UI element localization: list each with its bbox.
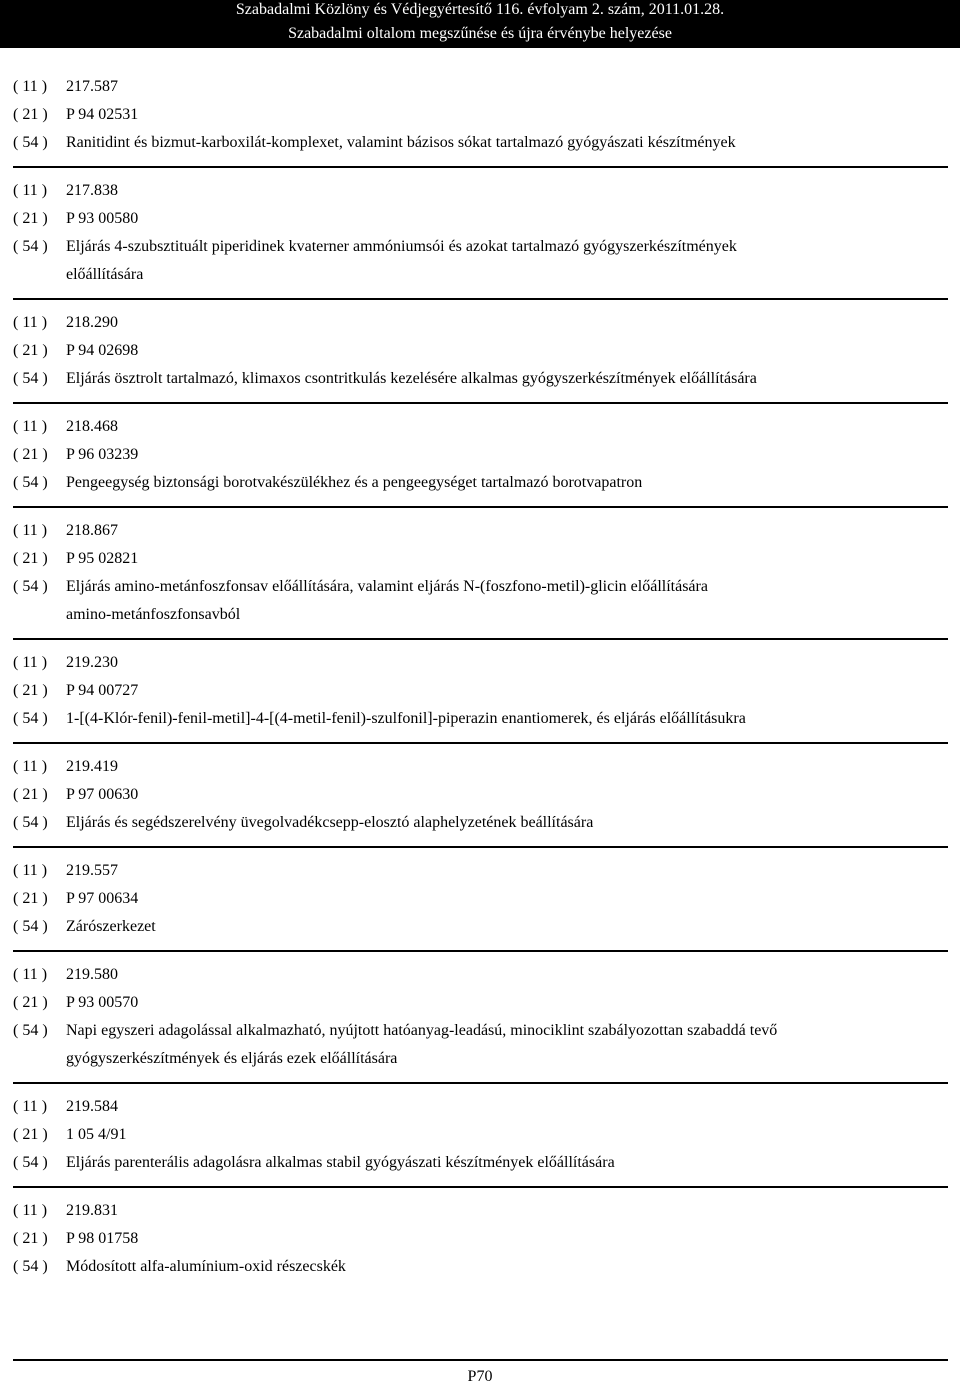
patent-number-value: 217.587 (66, 78, 118, 95)
title-code: ( 54 ) (13, 134, 48, 151)
patent-entry (13, 961, 948, 1084)
title-code: ( 54 ) (13, 238, 48, 255)
application-number-value: P 97 00634 (66, 890, 139, 907)
title-code: ( 54 ) (13, 578, 48, 595)
title-row (13, 573, 948, 629)
patent-number-value: 219.580 (66, 966, 118, 983)
entry-divider (13, 742, 948, 744)
application-number-code: ( 21 ) (13, 106, 48, 123)
application-number-row (13, 545, 948, 573)
title-line: Eljárás ösztrolt tartalmazó, klimaxos csontritkulás kezelésére alkalmas gyógyszerkészítmények előállítására (66, 370, 757, 387)
patent-number-row (13, 177, 948, 205)
title-code: ( 54 ) (13, 370, 48, 387)
application-number-code: ( 21 ) (13, 994, 48, 1011)
patent-entry (13, 753, 948, 848)
patent-number-row (13, 517, 948, 545)
page-header (0, 0, 960, 48)
title-row (13, 913, 948, 941)
patent-entry (13, 649, 948, 744)
patent-number-value: 219.831 (66, 1202, 118, 1219)
title-line: gyógyszerkészítmények és eljárás ezek előállítására (66, 1050, 398, 1067)
patent-entry (13, 1197, 948, 1281)
title-value (66, 1253, 948, 1281)
application-number-row (13, 441, 948, 469)
patent-number-row (13, 1197, 948, 1225)
section-title: Szabadalmi oltalom megszűnése és újra érvénybe helyezése (288, 25, 672, 42)
application-number-value: P 94 02531 (66, 106, 139, 123)
title-row (13, 1253, 948, 1281)
application-number-code: ( 21 ) (13, 1230, 48, 1247)
title-row (13, 233, 948, 289)
title-value (66, 809, 948, 837)
patent-number-code: ( 11 ) (13, 758, 48, 775)
patent-number-row (13, 309, 948, 337)
patent-entry (13, 177, 948, 300)
patent-number-code: ( 11 ) (13, 966, 48, 983)
patent-entry (13, 413, 948, 508)
title-line: Eljárás amino-metánfoszfonsav előállítására, valamint eljárás N-(foszfono-metil)-glicin előállítására (66, 578, 708, 595)
application-number-row (13, 337, 948, 365)
title-code: ( 54 ) (13, 918, 48, 935)
application-number-value: P 98 01758 (66, 1230, 139, 1247)
entry-divider (13, 846, 948, 848)
application-number-code: ( 21 ) (13, 446, 48, 463)
title-row (13, 365, 948, 393)
application-number-value: P 94 02698 (66, 342, 139, 359)
patent-entry (13, 309, 948, 404)
title-value (66, 469, 948, 497)
patent-number-code: ( 11 ) (13, 1202, 48, 1219)
application-number-value: P 96 03239 (66, 446, 139, 463)
entry-divider (13, 638, 948, 640)
patent-entry (13, 1093, 948, 1188)
title-line: Zárószerkezet (66, 918, 156, 935)
application-number-row (13, 205, 948, 233)
title-line: előállítására (66, 266, 144, 283)
journal-title: Szabadalmi Közlöny és Védjegyértesítő 116. évfolyam 2. szám, 2011.01.28. (235, 1, 725, 18)
entry-divider (13, 506, 948, 508)
title-value (66, 705, 948, 733)
application-number-value: P 95 02821 (66, 550, 139, 567)
title-code: ( 54 ) (13, 474, 48, 491)
application-number-row (13, 885, 948, 913)
patent-number-value: 219.557 (66, 862, 118, 879)
title-row (13, 1017, 948, 1073)
patent-number-row (13, 649, 948, 677)
patent-number-code: ( 11 ) (13, 314, 48, 331)
title-code: ( 54 ) (13, 1154, 48, 1171)
title-value (66, 1017, 948, 1073)
application-number-row (13, 781, 948, 809)
patent-number-code: ( 11 ) (13, 862, 48, 879)
footer-divider (13, 1359, 948, 1361)
entry-divider (13, 298, 948, 300)
title-row (13, 809, 948, 837)
title-code: ( 54 ) (13, 814, 48, 831)
title-value (66, 573, 948, 629)
application-number-code: ( 21 ) (13, 342, 48, 359)
application-number-code: ( 21 ) (13, 210, 48, 227)
title-line: Eljárás 4-szubsztituált piperidinek kvaterner ammóniumsói és azokat tartalmazó gyógyszerkészítmények (66, 238, 737, 255)
patent-entry (13, 857, 948, 952)
patent-number-code: ( 11 ) (13, 1098, 48, 1115)
title-code: ( 54 ) (13, 1022, 48, 1039)
application-number-code: ( 21 ) (13, 682, 48, 699)
title-value (66, 129, 948, 157)
patent-number-code: ( 11 ) (13, 418, 48, 435)
patent-number-value: 219.584 (66, 1098, 118, 1115)
entry-divider (13, 1082, 948, 1084)
application-number-row (13, 101, 948, 129)
application-number-code: ( 21 ) (13, 1126, 48, 1143)
patent-number-row (13, 73, 948, 101)
title-row (13, 129, 948, 157)
patent-number-code: ( 11 ) (13, 78, 48, 95)
title-line: 1-[(4-Klór-fenil)-fenil-metil]-4-[(4-metil-fenil)-szulfonil]-piperazin enantiomerek, és eljárás előállításukra (66, 710, 746, 727)
title-value (66, 233, 948, 289)
patent-number-row (13, 961, 948, 989)
application-number-value: P 94 00727 (66, 682, 139, 699)
title-line: Módosított alfa-alumínium-oxid részecskék (66, 1258, 346, 1275)
patent-number-row (13, 857, 948, 885)
application-number-code: ( 21 ) (13, 550, 48, 567)
title-row (13, 1149, 948, 1177)
entry-divider (13, 950, 948, 952)
title-value (66, 1149, 948, 1177)
title-row (13, 469, 948, 497)
title-line: Eljárás parenterális adagolásra alkalmas stabil gyógyászati készítmények előállítására (66, 1154, 615, 1171)
patent-number-row (13, 413, 948, 441)
title-code: ( 54 ) (13, 710, 48, 727)
application-number-row (13, 1225, 948, 1253)
patent-number-value: 218.867 (66, 522, 118, 539)
application-number-row (13, 1121, 948, 1149)
title-code: ( 54 ) (13, 1258, 48, 1275)
application-number-value: P 93 00580 (66, 210, 139, 227)
patent-number-row (13, 1093, 948, 1121)
title-row (13, 705, 948, 733)
patent-entry (13, 517, 948, 640)
patent-list (13, 73, 948, 1281)
entry-divider (13, 402, 948, 404)
application-number-row (13, 677, 948, 705)
page-number: P70 (467, 1368, 493, 1385)
title-line: amino-metánfoszfonsavból (66, 606, 241, 623)
application-number-value: P 93 00570 (66, 994, 139, 1011)
entry-divider (13, 1186, 948, 1188)
title-line: Pengeegység biztonsági borotvakészülékhez és a pengeegységet tartalmazó borotvapatron (66, 474, 643, 491)
application-number-value: P 97 00630 (66, 786, 139, 803)
application-number-code: ( 21 ) (13, 786, 48, 803)
patent-entry (13, 73, 948, 168)
title-value (66, 365, 948, 393)
title-value (66, 913, 948, 941)
patent-number-value: 218.290 (66, 314, 118, 331)
patent-number-code: ( 11 ) (13, 654, 48, 671)
entry-divider (13, 166, 948, 168)
application-number-code: ( 21 ) (13, 890, 48, 907)
patent-number-code: ( 11 ) (13, 182, 48, 199)
application-number-row (13, 989, 948, 1017)
patent-number-value: 219.230 (66, 654, 118, 671)
patent-number-value: 219.419 (66, 758, 118, 775)
title-line: Napi egyszeri adagolással alkalmazható, nyújtott hatóanyag-leadású, minociklint szabályozottan szabaddá tevő (66, 1022, 778, 1039)
patent-number-value: 217.838 (66, 182, 118, 199)
patent-number-value: 218.468 (66, 418, 118, 435)
title-line: Eljárás és segédszerelvény üvegolvadékcsepp-elosztó alaphelyzetének beállítására (66, 814, 594, 831)
patent-number-row (13, 753, 948, 781)
patent-number-code: ( 11 ) (13, 522, 48, 539)
application-number-value: 1 05 4/91 (66, 1126, 127, 1143)
title-line: Ranitidint és bizmut-karboxilát-komplexet, valamint bázisos sókat tartalmazó gyógyászati készítmények (66, 134, 736, 151)
